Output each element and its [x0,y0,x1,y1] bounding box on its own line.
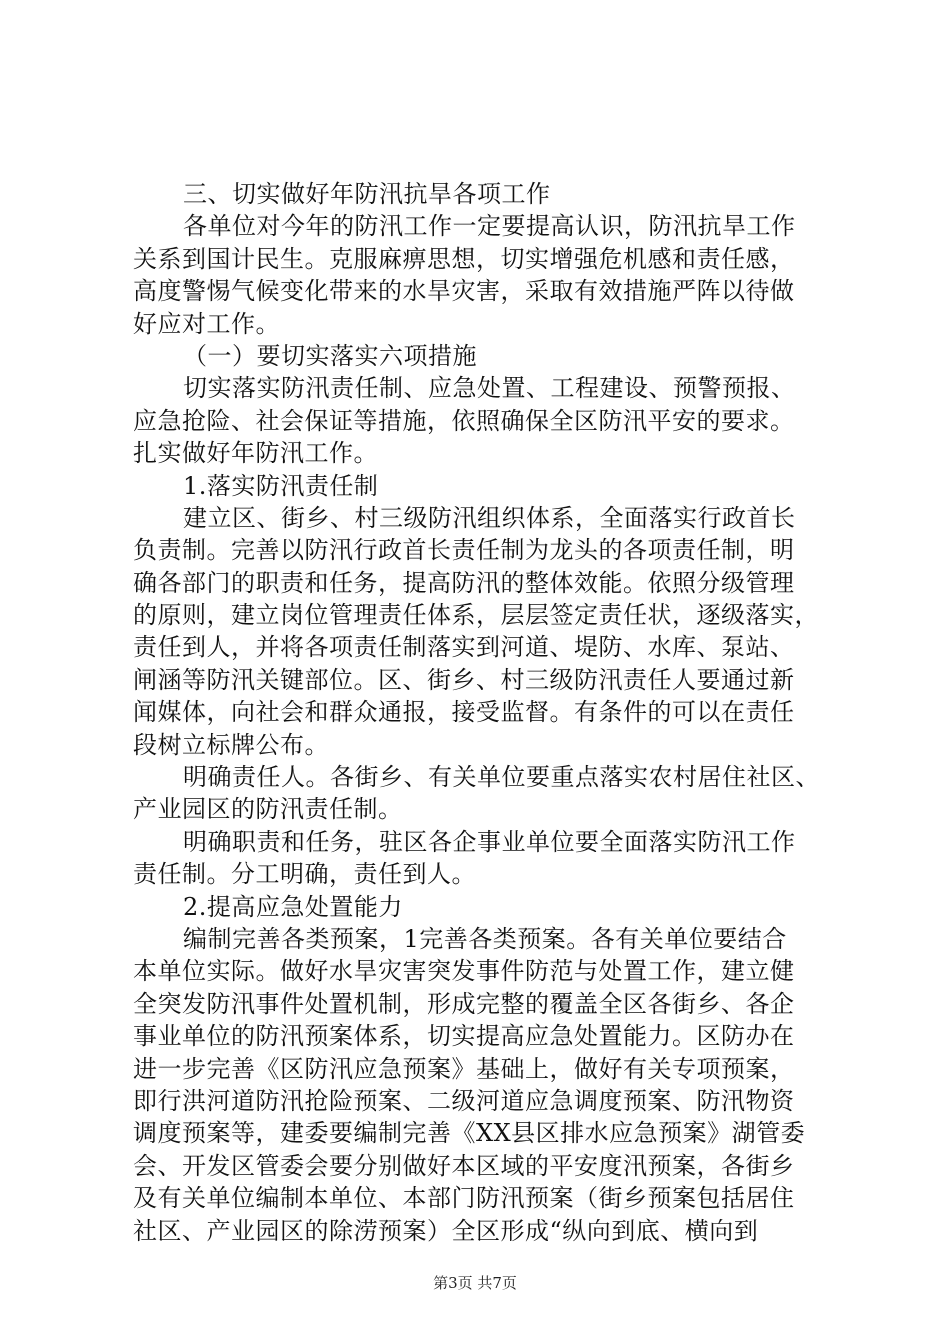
paragraph-line: 段树立标牌公布。 [133,730,329,759]
paragraph-line: 负责制。完善以防汛行政首长责任制为龙头的各项责任制，明 [133,536,795,565]
paragraph-line: 好应对工作。 [133,309,280,338]
paragraph-line: 责任到人，并将各项责任制落实到河道、堤防、水库、泵站、 [133,633,795,662]
paragraph-line: 即行洪河道防汛抢险预案、二级河道应急调度预案、防汛物资 [133,1086,795,1115]
paragraph-line: 高度警惕气候变化带来的水旱灾害，采取有效措施严阵以待做 [133,277,795,306]
paragraph-line: 编制完善各类预案，1完善各类预案。各有关单位要结合 [183,924,787,953]
paragraph-line: 关系到国计民生。克服麻痹思想，切实增强危机感和责任感， [133,244,795,273]
item-heading: 2.提高应急处置能力 [183,892,403,921]
paragraph-line: 闸涵等防汛关键部位。区、街乡、村三级防汛责任人要通过新 [133,665,795,694]
paragraph-line: 责任制。分工明确，责任到人。 [133,860,476,889]
paragraph-line: 的原则，建立岗位管理责任体系，层层签定责任状，逐级落实， [133,601,819,630]
item-heading: 1.落实防汛责任制 [183,471,379,500]
paragraph-line: 扎实做好年防汛工作。 [133,439,378,468]
paragraph-line: 事业单位的防汛预案体系，切实提高应急处置能力。区防办在 [133,1022,795,1051]
paragraph-line: 各单位对今年的防汛工作一定要提高认识，防汛抗旱工作 [183,212,796,241]
paragraph-line: 闻媒体，向社会和群众通报，接受监督。有条件的可以在责任 [133,698,795,727]
paragraph-line: 确各部门的职责和任务，提高防汛的整体效能。依照分级管理 [133,568,795,597]
paragraph-line: 进一步完善《区防汛应急预案》基础上，做好有关专项预案， [133,1054,795,1083]
paragraph-line: 社区、产业园区的除涝预案）全区形成“纵向到底、横向到 [133,1216,759,1245]
paragraph-line: 产业园区的防汛责任制。 [133,795,403,824]
paragraph-line: 及有关单位编制本单位、本部门防汛预案（街乡预案包括居住 [133,1184,795,1213]
paragraph-line: 本单位实际。做好水旱灾害突发事件防范与处置工作，建立健 [133,957,795,986]
section-heading: 三、切实做好年防汛抗旱各项工作 [183,180,551,208]
subsection-heading: （一）要切实落实六项措施 [183,341,477,370]
document-body [133,178,833,1247]
paragraph-line: 应急抢险、社会保证等措施，依照确保全区防汛平安的要求。 [133,406,795,435]
paragraph-line: 明确职责和任务，驻区各企事业单位要全面落实防汛工作 [183,827,796,856]
paragraph-line: 建立区、街乡、村三级防汛组织体系，全面落实行政首长 [183,503,796,532]
paragraph-line: 调度预案等，建委要编制完善《XX县区排水应急预案》湖管委 [133,1119,806,1148]
paragraph-line: 明确责任人。各街乡、有关单位要重点落实农村居住社区、 [183,763,820,792]
paragraph-line: 全突发防汛事件处置机制，形成完整的覆盖全区各街乡、各企 [133,989,795,1018]
paragraph-line: 会、开发区管委会要分别做好本区域的平安度汛预案，各街乡 [133,1151,795,1180]
page-footer: 第3页 共7页 [433,1274,517,1292]
paragraph-line: 切实落实防汛责任制、应急处置、工程建设、预警预报、 [183,374,796,403]
